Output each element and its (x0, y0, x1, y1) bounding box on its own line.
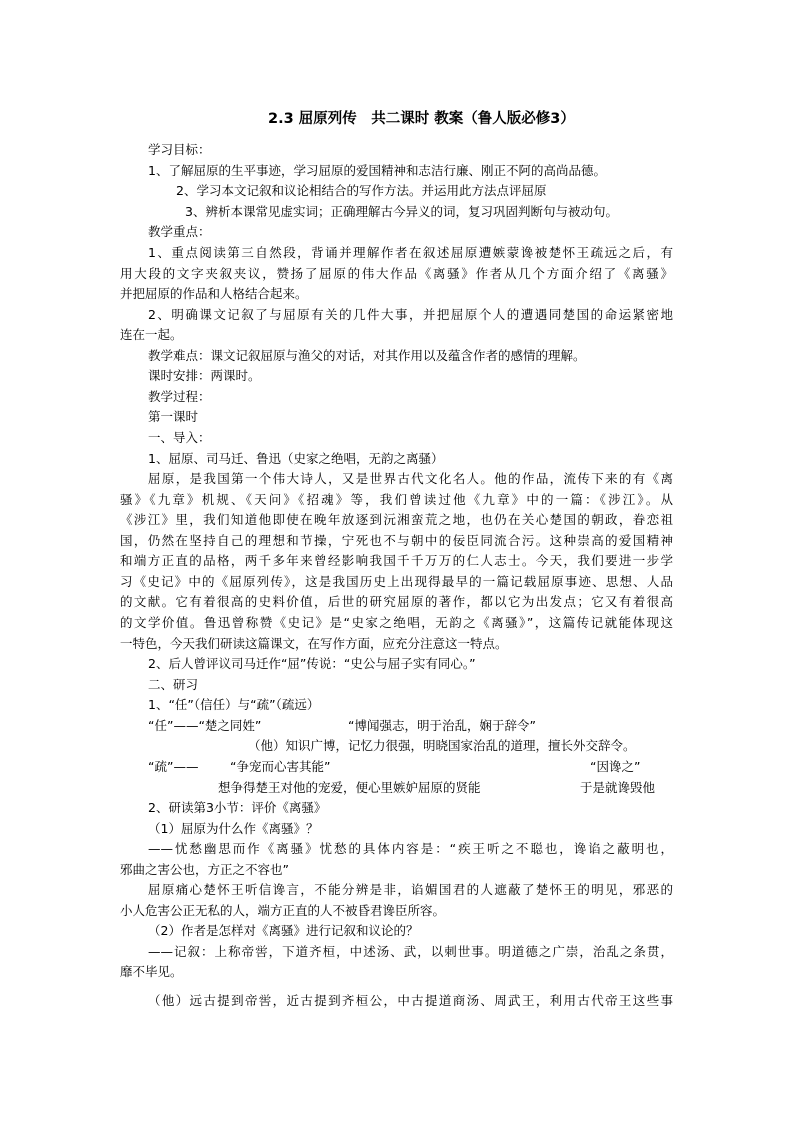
text-line: 习《史记》中的《屈原列传》，这是我国历史上出现得最早的一篇记载屈原事迹、思想、人品 (120, 574, 673, 589)
lesson-heading: 第一课时 (148, 409, 199, 424)
section-heading-study: 二、研习 (148, 677, 199, 692)
text-line: 1、重点阅读第三自然段，背诵并理解作者在叙述屈原遭嫉蒙谗被楚怀王疏远之后，有 (148, 245, 673, 260)
section-heading-focus: 教学重点： (148, 224, 211, 239)
text-line: 于是就谗毁他 (580, 780, 656, 795)
section-heading-intro: 一、导入： (148, 430, 211, 445)
text-line: “争宠而心害其能” (230, 759, 331, 774)
document-title: 2.3 屈原列传 共二课时 教案（鲁人版必修3） (268, 111, 575, 127)
text-line: 2、研读第3小节：评价《离骚》 (148, 800, 327, 815)
text-line-schedule: 课时安排：两课时。 (148, 368, 261, 383)
text-line: 国，仍然在坚持自己的理想和节操，宁死也不与朝中的佞臣同流合污。这种崇高的爱国精神 (120, 533, 673, 548)
text-line: 1、屈原、司马迁、鲁迅（史家之绝唱，无韵之离骚） (148, 451, 444, 466)
text-line: “任”——“楚之同姓” (148, 718, 262, 733)
text-line: 小人危害公正无私的人，端方正直的人不被昏君谗臣所容。 (120, 903, 446, 918)
text-line: 一特色，今天我们研读这篇课文，在写作方面，应充分注意这一特点。 (120, 636, 508, 651)
text-line: （他）知识广博，记忆力很强，明晓国家治乱的道理，擅长外交辞令。 (248, 738, 636, 753)
text-line: 1、“任”（信任）与“疏”（疏远） (148, 697, 320, 712)
text-line: 骚》《九章》机规、《天问》《招魂》等，我们曾读过他《九章》中的一篇：《涉江》。从 (120, 492, 673, 507)
text-line: （他）远古提到帝喾，近古提到齐桓公，中古提道商汤、周武王，利用古代帝王这些事 (148, 993, 673, 1008)
text-line: 2、学习本文记叙和议论相结合的写作方法。并运用此方法点评屈原 (176, 183, 547, 198)
text-line: 2、后人曾评议司马迁作“屈”传说：“史公与屈子实有同心。” (148, 656, 476, 671)
text-line: 屈原，是我国第一个伟大诗人，又是世界古代文化名人。他的作品，流传下来的有《离 (148, 471, 673, 486)
text-line: 《涉江》里，我们知道他即使在晚年放逐到沅湘蛮荒之地，也仍在关心楚国的朝政，眷恋祖 (120, 512, 673, 527)
text-line: 屈原痛心楚怀王听信谗言，不能分辨是非，谄媚国君的人遮蔽了楚怀王的明见，邪恶的 (148, 882, 673, 897)
text-line: 用大段的文字夹叙夹议，赞扬了屈原的伟大作品《离骚》作者从几个方面介绍了《离骚》 (120, 266, 673, 281)
text-line: “博闻强志，明于治乱，娴于辞令” (348, 718, 536, 733)
text-line: 靡不毕见。 (120, 964, 183, 979)
text-line: 2、明确课文记叙了与屈原有关的几件大事，并把屈原个人的遭遇同楚国的命运紧密地 (148, 307, 673, 322)
section-heading-goals: 学习目标： (148, 142, 211, 157)
text-line: （2）作者是怎样对《离骚》进行记叙和议论的？ (148, 923, 419, 938)
text-line: 和端方正直的品格，两千多年来曾经影响我国千千万万的仁人志士。今天，我们要进一步学 (120, 553, 673, 568)
text-line: 1、了解屈原的生平事迹，学习屈原的爱国精神和志洁行廉、刚正不阿的高尚品德。 (148, 163, 606, 178)
text-line: 想争得楚王对他的宠爱，便心里嫉妒屈原的贤能 (218, 780, 481, 795)
text-line: 连在一起。 (120, 327, 183, 342)
text-line: 邪曲之害公也，方正之不容也” (120, 862, 289, 877)
text-line-difficulty: 教学难点：课文记叙屈原与渔父的对话，对其作用以及蕴含作者的感情的理解。 (148, 348, 586, 363)
text-line: （1）屈原为什么作《离骚》？ (148, 821, 319, 836)
text-line: 的文学价值。鲁迅曾称赞《史记》是“史家之绝唱，无韵之《离骚》”，这篇传记就能体现这 (120, 615, 673, 630)
text-line: 的文献。它有着很高的史料价值，后世的研究屈原的著作，都以它为出发点；它又有着很高 (120, 594, 673, 609)
section-heading-process: 教学过程： (148, 389, 211, 404)
text-line: “因谗之” (590, 759, 641, 774)
text-line: “疏”—— (148, 759, 199, 774)
text-line: ——忧愁幽思而作《离骚》忧愁的具体内容是：“疾王听之不聪也，谗谄之蔽明也， (148, 841, 673, 856)
text-line: 并把屈原的作品和人格结合起来。 (120, 286, 308, 301)
text-line: ——记叙：上称帝喾，下道齐桓，中述汤、武，以刺世事。明道德之广崇，治乱之条贯， (148, 944, 673, 959)
text-line: 3、辨析本课常见虚实词；正确理解古今异义的词，复习巩固判断句与被动句。 (185, 204, 618, 219)
